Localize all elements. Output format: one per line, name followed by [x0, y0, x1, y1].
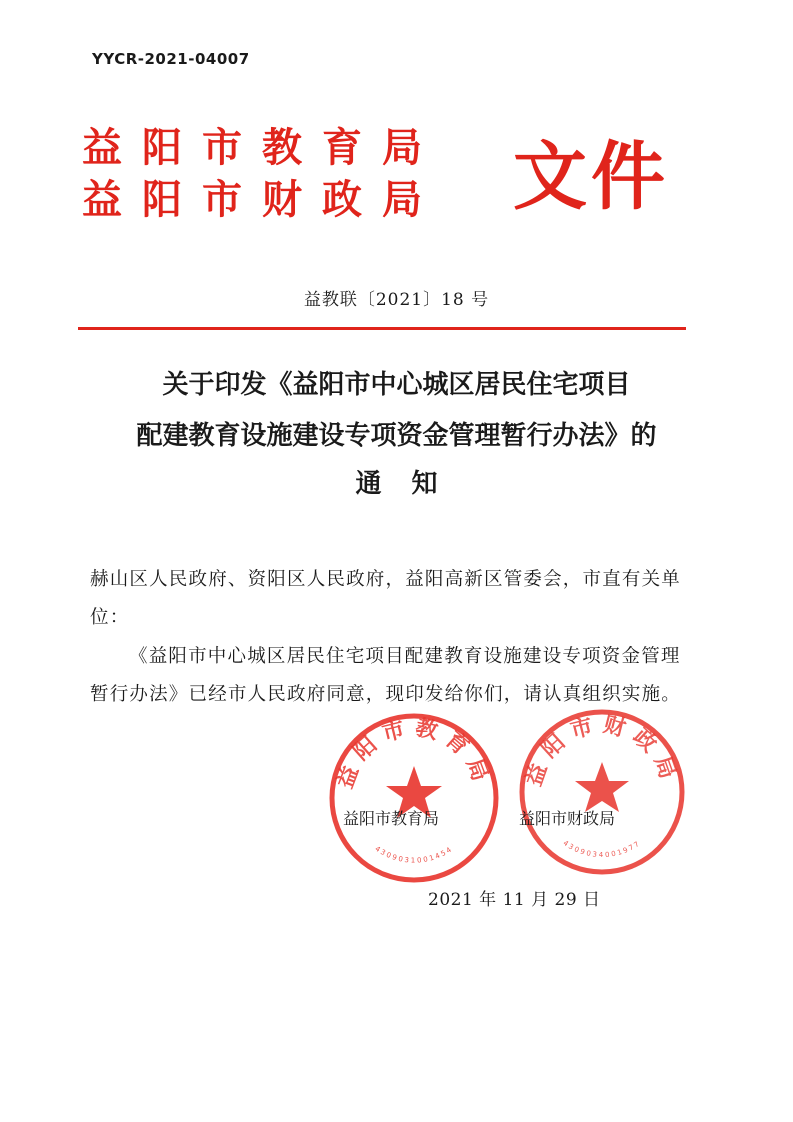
seal1-code: 4309031001454	[373, 844, 455, 865]
seal1-text: 益阳市教育局	[332, 715, 496, 792]
body-paragraph: 《益阳市中心城区居民住宅项目配建教育设施建设专项资金管理暂行办法》已经市人民政府同意，现印发给你们，请认真组织实施。	[90, 646, 682, 705]
title-line-2: 配建教育设施建设专项资金管理暂行办法》的	[136, 421, 657, 451]
signature-education-bureau: 益阳市教育局	[343, 809, 440, 828]
recipients-paragraph: 赫山区人民政府、资阳区人民政府，益阳高新区管委会，市直有关单位：	[90, 569, 682, 628]
document-type-heading: 文件	[513, 134, 669, 220]
seal2-star-icon	[575, 762, 629, 812]
seal2-text: 益阳市财政局	[521, 712, 683, 790]
svg-text:4309031001454	[374, 845, 455, 865]
title-line-3: 通知	[355, 469, 468, 499]
document-code: YYCR-2021-04007	[92, 50, 250, 68]
signature-finance-bureau: 益阳市财政局	[519, 809, 616, 828]
title-line-1: 关于印发《益阳市中心城区居民住宅项目	[162, 370, 631, 400]
issue-date: 2021 年 11 月 29 日	[428, 890, 601, 910]
red-divider	[78, 327, 686, 330]
issuer-name-education-bureau: 益阳市教育局	[82, 125, 442, 171]
finance-bureau-seal	[518, 708, 686, 876]
svg-text:4309034001977	[562, 839, 643, 859]
issuer-name-finance-bureau: 益阳市财政局	[82, 177, 442, 223]
education-bureau-seal	[328, 712, 500, 884]
seal2-code: 4309034001977	[561, 839, 643, 860]
document-number: 益教联〔2021〕18 号	[303, 290, 490, 310]
